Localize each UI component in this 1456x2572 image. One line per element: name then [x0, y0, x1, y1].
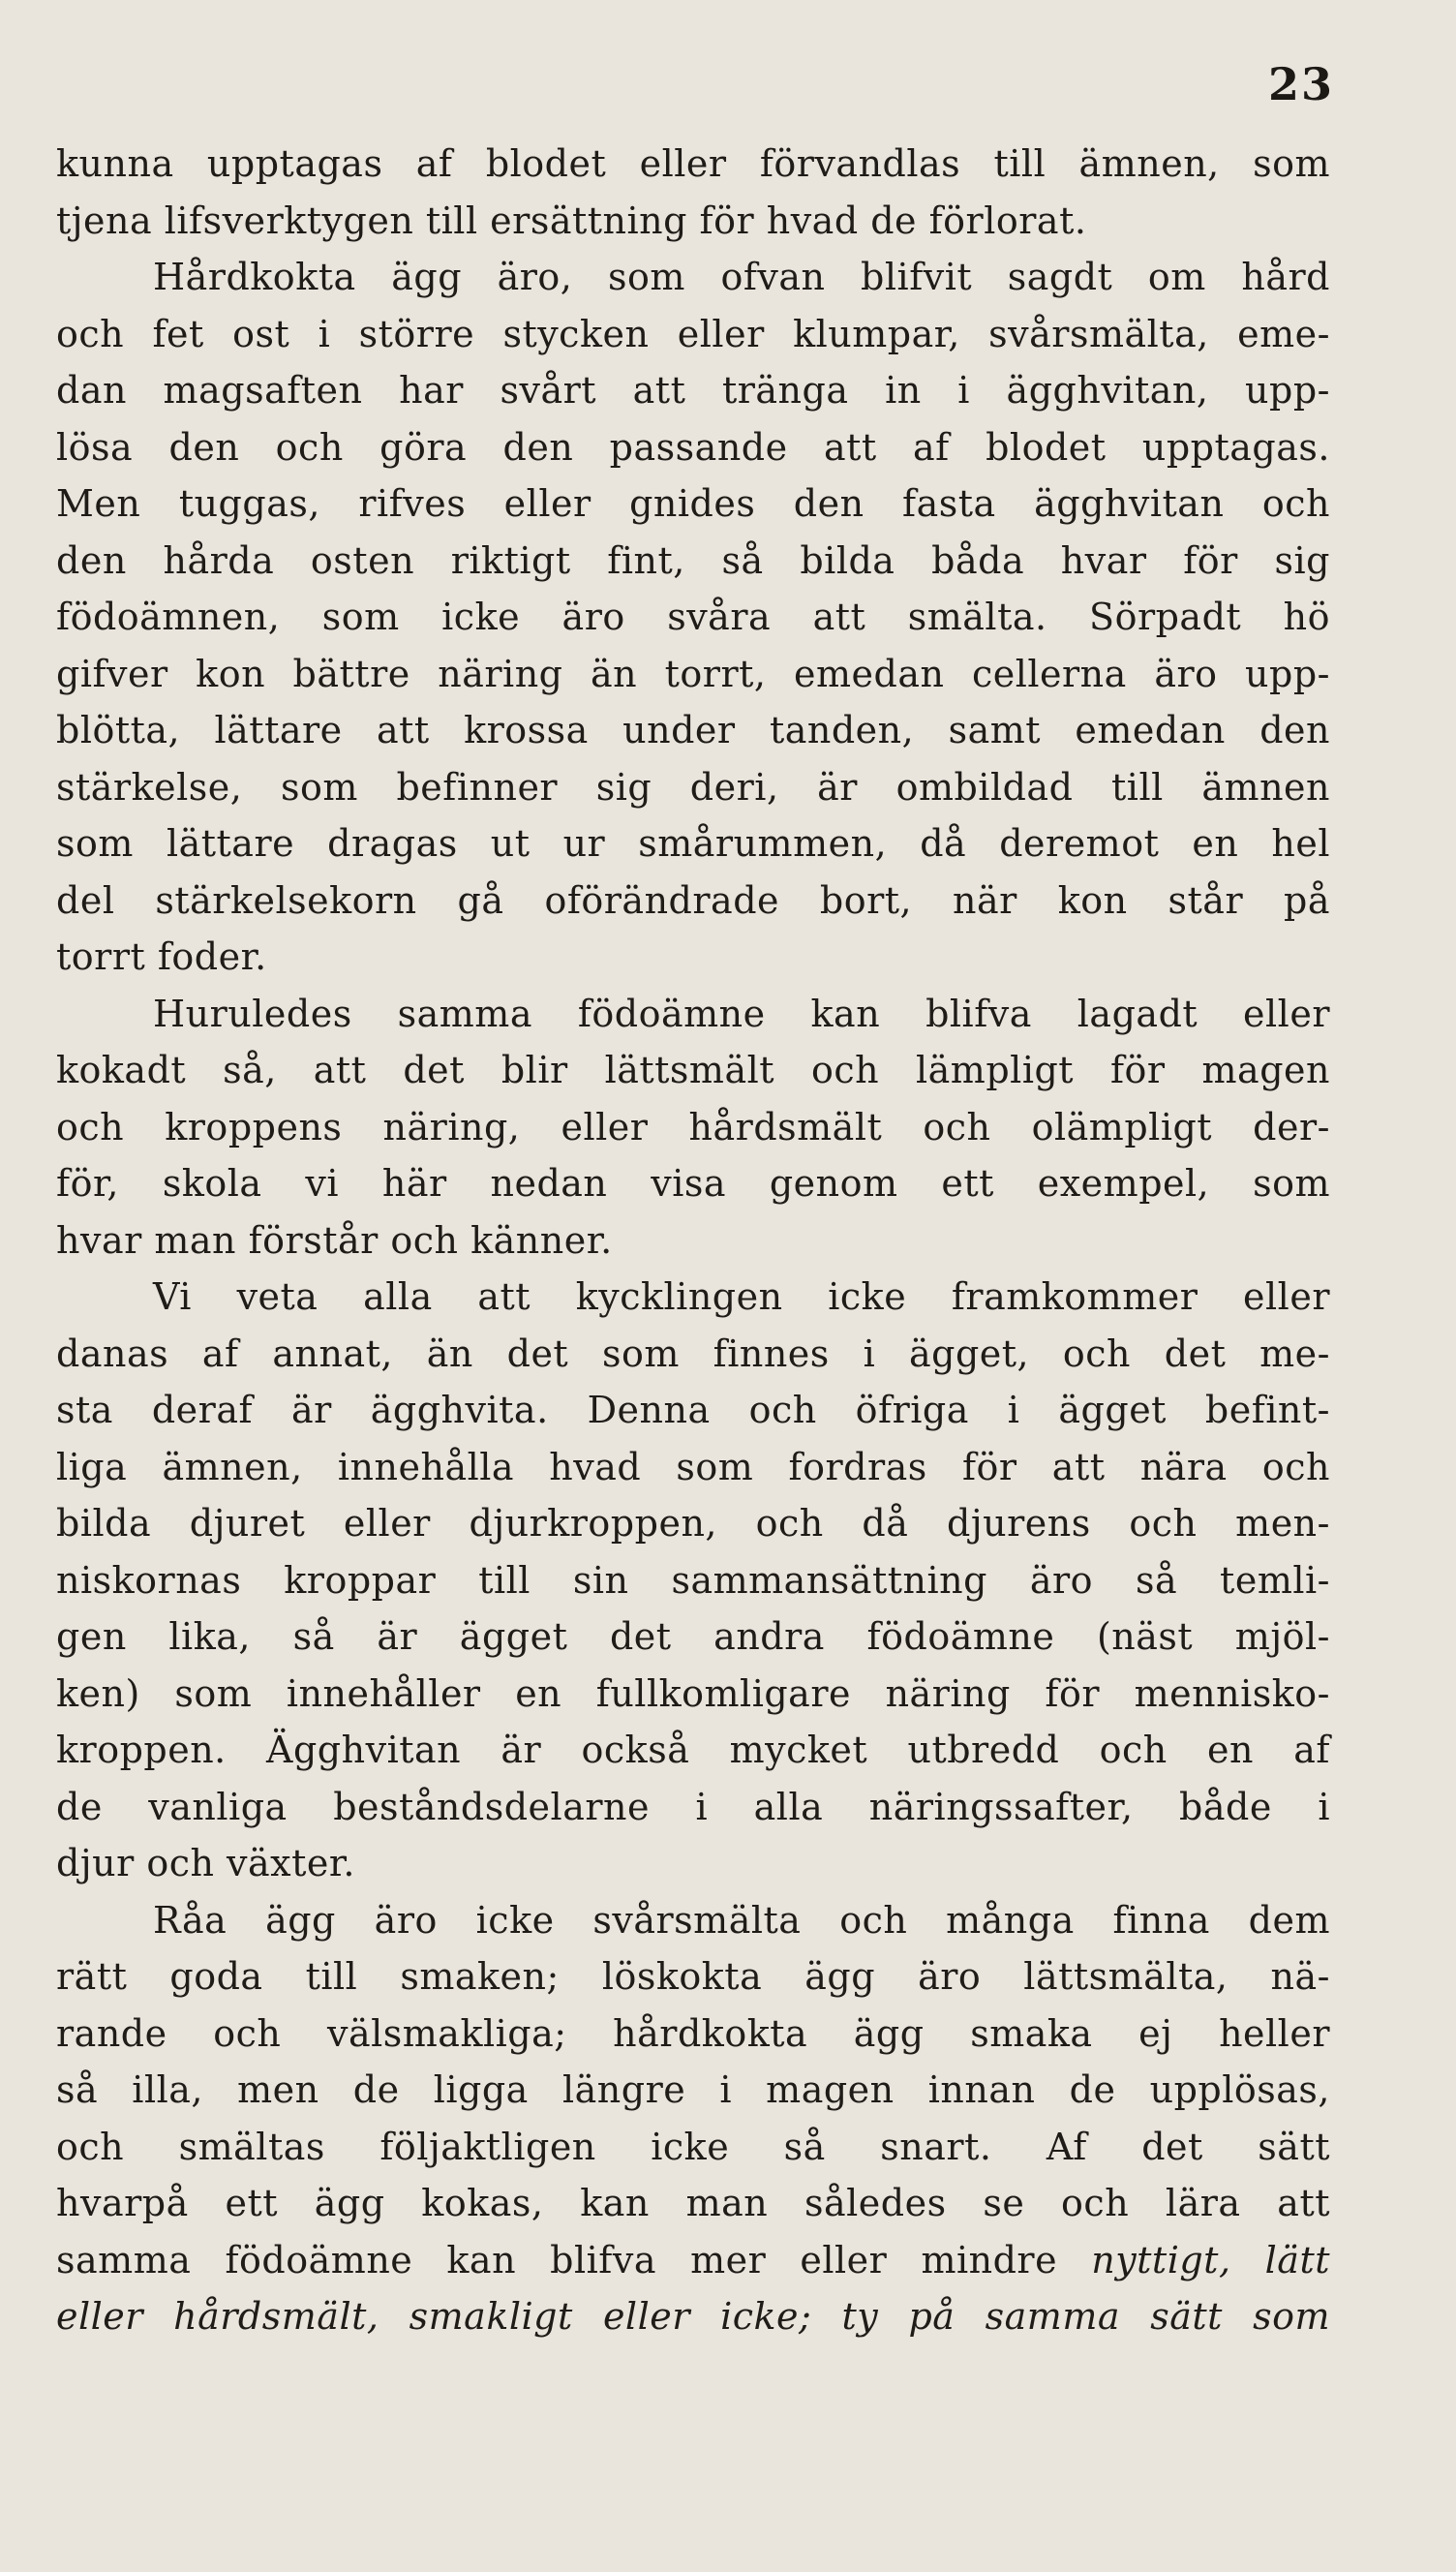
text-line: del stärkelsekorn gå oförändrade bort, när kon står på [56, 878, 1330, 922]
text-line: Men tuggas, rifves eller gnides den fasta ägghvitan och [56, 482, 1330, 525]
text-line: ken) som innehåller en fullkomligare näring för mennisko- [56, 1671, 1330, 1715]
text-line: kokadt så, att det blir lättsmält och lämpligt för magen [56, 1049, 1330, 1091]
text-line: den hårda osten riktigt fint, så bilda båda hvar för sig [56, 538, 1330, 582]
text-line: gifver kon bättre näring än torrt, emedan cellerna äro upp- [56, 652, 1330, 695]
text-line: hvarpå ett ägg kokas, kan man således se och lära att [56, 2182, 1330, 2224]
text-line: för, skola vi här nedan visa genom ett exempel, som [56, 1162, 1330, 1205]
text-line: lösa den och göra den passande att af blodet upptagas. [56, 425, 1330, 469]
text-line: tjena lifsverktygen till ersättning för hvad de förlorat. [56, 199, 1087, 242]
text-line: och fet ost i större stycken eller klumpar, svårsmälta, eme- [56, 312, 1330, 355]
text-line: gen lika, så är ägget det andra födoämne (näst mjöl- [56, 1615, 1330, 1658]
body-text [56, 136, 1330, 2345]
text-line: och kroppens näring, eller hårdsmält och olämpligt der- [56, 1105, 1330, 1148]
text-line: Hårdkokta ägg äro, som ofvan blifvit sagdt om hård [153, 256, 1330, 298]
text-line: dan magsaften har svårt att tränga in i ägghvitan, upp- [56, 369, 1330, 412]
text-line: Vi veta alla att kycklingen icke framkommer eller [153, 1275, 1330, 1318]
text-line: rande och välsmakliga; hårdkokta ägg smaka ej heller [56, 2011, 1330, 2055]
text-line [56, 2232, 1330, 2289]
text-line: födoämnen, som icke äro svåra att smälta. Sörpadt hö [56, 596, 1330, 638]
text-line: och smältas följaktligen icke så snart. Af det sätt [56, 2125, 1330, 2168]
text-line: Råa ägg äro icke svårsmälta och många finna dem [153, 1898, 1330, 1942]
page-number: 23 [1267, 58, 1334, 110]
text-line: danas af annat, än det som finnes i ägget, och det me- [56, 1332, 1330, 1375]
text-line: de vanliga beståndsdelarne i alla näringssafter, både i [56, 1785, 1330, 1828]
text-line: rätt goda till smaken; löskokta ägg äro lättsmälta, nä- [56, 1955, 1330, 1998]
text-line-roman: samma födoämne kan blifva mer eller mindre [56, 2238, 1058, 2281]
text-line: som lättare dragas ut ur smårummen, då deremot en hel [56, 822, 1330, 865]
text-line: djur och växter. [56, 1842, 355, 1884]
text-line: hvar man förstår och känner. [56, 1218, 613, 1262]
text-line: liga ämnen, innehålla hvad som fordras för att nära och [56, 1445, 1330, 1488]
text-line: torrt foder. [56, 935, 267, 978]
text-line: stärkelse, som befinner sig deri, är ombildad till ämnen [56, 765, 1330, 809]
text-line: sta deraf är ägghvita. Denna och öfriga i ägget befint- [56, 1389, 1330, 1431]
text-line: Huruledes samma födoämne kan blifva lagadt eller [153, 992, 1330, 1035]
text-line: kunna upptagas af blodet eller förvandlas till ämnen, som [56, 142, 1330, 185]
text-line: så illa, men de ligga längre i magen innan de upplösas, [56, 2068, 1330, 2111]
text-line-italic: eller hårdsmält, smakligt eller icke; ty på samma sätt som [56, 2295, 1330, 2338]
text-line: blötta, lättare att krossa under tanden, samt emedan den [56, 709, 1330, 751]
text-line: niskornas kroppar till sin sammansättning äro så temli- [56, 1558, 1330, 1602]
text-line: kroppen. Ägghvitan är också mycket utbredd och en af [56, 1729, 1330, 1771]
text-line: bilda djuret eller djurkroppen, och då djurens och men- [56, 1502, 1330, 1545]
italic-phrase: nyttigt, lätt [1091, 2238, 1330, 2281]
